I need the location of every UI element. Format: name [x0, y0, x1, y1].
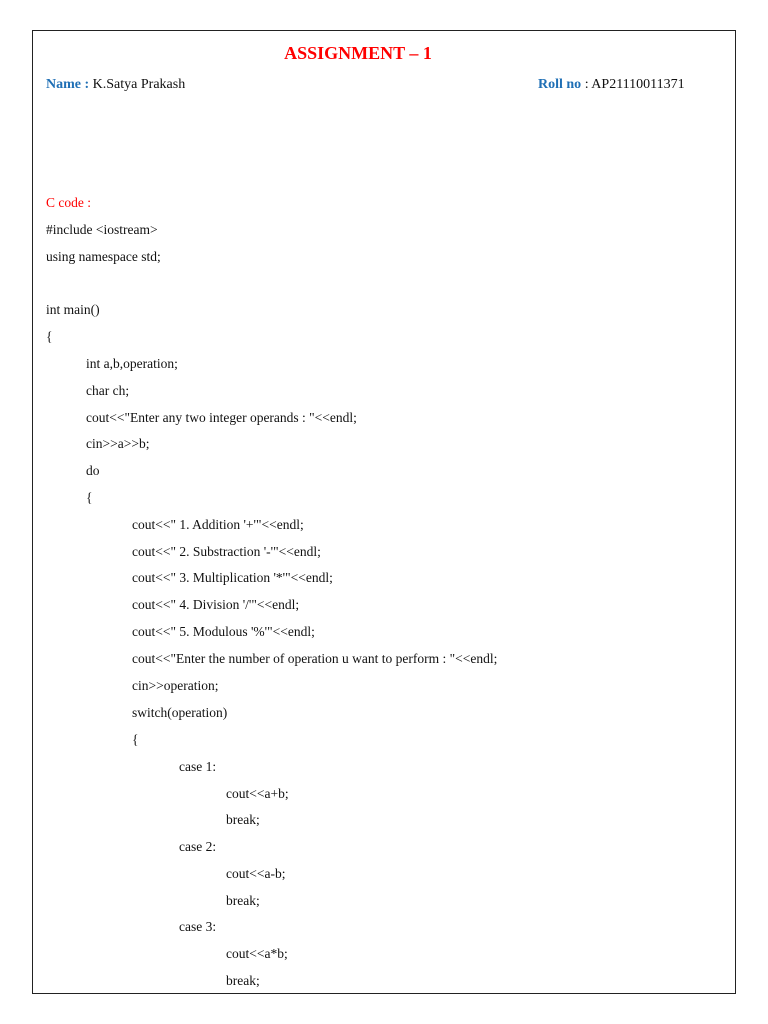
code-line: case 2: — [179, 839, 217, 854]
code-line: cin>>a>>b; — [86, 436, 150, 451]
code-line: cout<<a-b; — [226, 866, 286, 881]
code-line: case 3: — [179, 919, 217, 934]
code-line: cout<<"Enter any two integer operands : "<<endl; — [86, 410, 357, 425]
code-line: { — [132, 732, 139, 747]
code-line: cout<<" 4. Division '/'"<<endl; — [132, 597, 300, 612]
code-line: char ch; — [86, 383, 130, 398]
code-line: cout<<" 1. Addition '+'"<<endl; — [132, 517, 304, 532]
roll-label: Roll no — [538, 77, 582, 92]
code-line: cout<<" 2. Substraction '-'"<<endl; — [132, 544, 321, 559]
code-line: using namespace std; — [46, 249, 161, 264]
code-line: cout<<a*b; — [226, 946, 288, 961]
code-line: { — [46, 329, 53, 344]
name-label: Name : — [46, 77, 90, 92]
code-line: int main() — [46, 302, 100, 317]
code-line: break; — [226, 973, 260, 988]
code-line: break; — [226, 812, 260, 827]
code-line: break; — [226, 893, 260, 908]
name-value: K.Satya Prakash — [89, 77, 186, 92]
section-label-c-code: C code : — [46, 195, 91, 210]
code-line: cout<<"Enter the number of operation u want to perform : "<<endl; — [132, 651, 498, 666]
code-line: cout<<" 3. Multiplication '*'"<<endl; — [132, 570, 333, 585]
code-line: int a,b,operation; — [86, 356, 178, 371]
code-line: cout<<" 5. Modulous '%'"<<endl; — [132, 624, 315, 639]
code-line: cout<<a+b; — [226, 786, 289, 801]
code-line: switch(operation) — [132, 705, 228, 720]
roll-value: : AP21110011371 — [581, 77, 685, 92]
code-line: { — [86, 490, 93, 505]
code-line: do — [86, 463, 100, 478]
code-line: case 1: — [179, 759, 217, 774]
code-line: cin>>operation; — [132, 678, 219, 693]
assignment-title: ASSIGNMENT – 1 — [284, 43, 432, 63]
code-line: #include <iostream> — [46, 222, 158, 237]
